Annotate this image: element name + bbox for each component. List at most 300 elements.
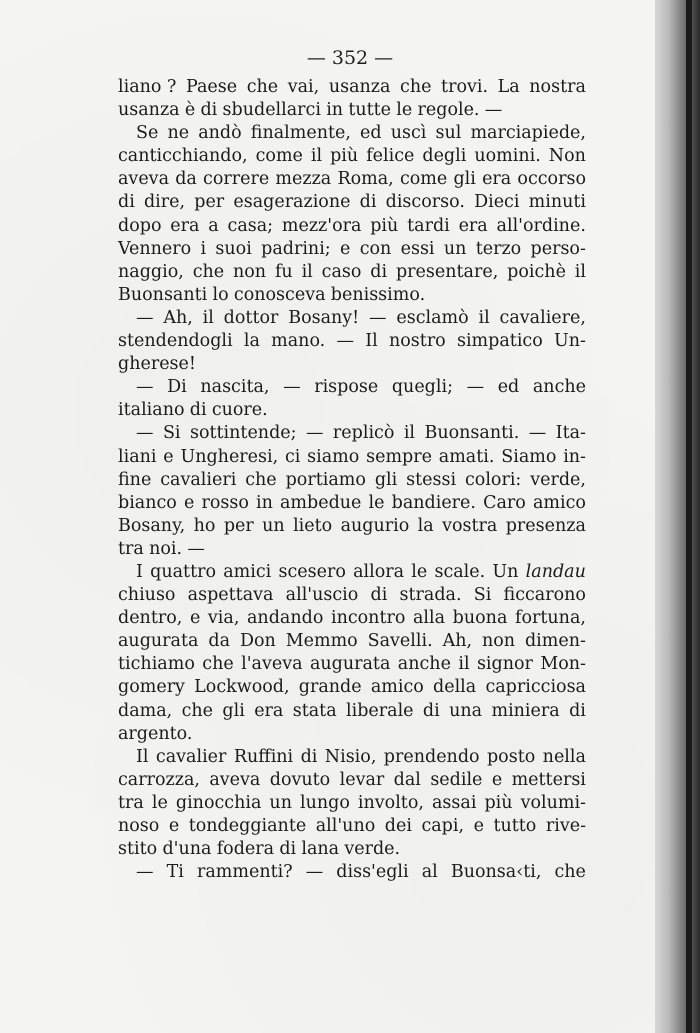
word: esagerazione [233, 192, 351, 213]
word: finalmente, [250, 123, 351, 144]
word: siamo [307, 446, 360, 467]
word: la [417, 515, 434, 536]
word: capi, [421, 816, 465, 836]
word: di [370, 585, 388, 606]
word: rosso [201, 492, 249, 513]
word: che [246, 77, 279, 97]
word: ginocchia [175, 792, 262, 813]
word: augurata [118, 631, 199, 652]
word: via, [207, 608, 240, 629]
word: dal [393, 769, 421, 790]
word: Siamo [501, 446, 557, 467]
word: Ah, [442, 631, 473, 652]
word: poichè [507, 261, 566, 282]
word: dentro, [118, 608, 183, 629]
word: che [245, 469, 277, 490]
word: assai [431, 792, 477, 813]
word: un [262, 515, 285, 536]
word: stessi [406, 469, 457, 490]
word: liano ? [118, 77, 177, 97]
word: fine [118, 469, 152, 490]
word: le [151, 792, 168, 813]
word: lungo [300, 792, 350, 813]
word: mano. [271, 331, 326, 352]
word: Si [473, 585, 492, 606]
text-line [118, 630, 586, 653]
word: tutto [493, 816, 537, 836]
word: Don [239, 631, 276, 652]
word: carrozza, [118, 769, 200, 790]
word: dimen- [524, 631, 586, 652]
text-line [118, 99, 586, 122]
word: in [326, 100, 344, 121]
word: benissimo. [330, 284, 426, 305]
word: più [484, 792, 513, 813]
word: anche [397, 654, 451, 675]
word: per [194, 192, 225, 213]
word: naggio, [118, 261, 184, 282]
word: le [368, 492, 385, 513]
word: diss'egli [336, 862, 409, 883]
word: e [473, 816, 484, 836]
word: rammenti? [196, 862, 293, 883]
text-line [118, 584, 586, 607]
text-line [118, 284, 586, 307]
word: canticchiando, [118, 146, 248, 167]
word: Nisio, [324, 746, 377, 767]
word: cavaliere, [499, 307, 586, 328]
word: miniera [491, 700, 560, 721]
word: presentare, [395, 261, 499, 282]
word: esclamò [396, 307, 469, 328]
word: rive- [545, 816, 586, 836]
word: caso [321, 261, 362, 282]
word: Un [492, 561, 519, 582]
word: che [192, 261, 225, 282]
word: cavalieri [160, 469, 237, 490]
word: il [301, 261, 313, 282]
word: di [200, 100, 218, 121]
word: era [170, 215, 200, 236]
word: non [481, 631, 516, 652]
word: lo [212, 284, 229, 305]
text-line [118, 191, 586, 214]
text-line [118, 746, 586, 769]
word: mezza [275, 169, 332, 190]
word: la [243, 331, 260, 352]
text-line [118, 399, 586, 422]
word: verde. [344, 839, 401, 860]
word: degli [422, 146, 467, 167]
text-line [118, 769, 586, 792]
word: — [528, 423, 547, 444]
word: amati. [438, 446, 495, 467]
word: fodera [216, 839, 275, 860]
word: dottor [223, 307, 279, 328]
text-line [118, 653, 586, 676]
word: e [340, 238, 351, 259]
word: terzo [475, 238, 522, 259]
word: amici [223, 561, 272, 582]
word: tutte [348, 100, 392, 121]
word: I [136, 561, 143, 582]
body-text [118, 76, 586, 884]
text-line [118, 838, 586, 861]
word: usanza [118, 100, 180, 121]
word: dovuto [269, 769, 331, 790]
text-line [118, 815, 586, 838]
word: aveva [209, 769, 261, 790]
word: stito [118, 839, 158, 860]
word: nostra [529, 77, 586, 97]
word: era [254, 700, 284, 721]
word: verde, [530, 469, 586, 490]
word: all'uno [315, 816, 376, 836]
word: usanza [328, 77, 391, 97]
word: — [283, 377, 301, 398]
word: dama, [118, 700, 173, 721]
word: sottintende; [189, 423, 297, 444]
word: Buonsanti. [424, 423, 520, 444]
word: — [336, 331, 354, 352]
word: il [478, 307, 490, 328]
word: scesero [278, 561, 346, 582]
word: volumi- [520, 792, 586, 813]
word: landau [525, 561, 586, 582]
text-line [118, 723, 586, 746]
word: casa; [227, 215, 274, 236]
word: Il [365, 331, 378, 352]
word: cuore. [211, 400, 268, 421]
word: sempre [366, 446, 432, 467]
word: Ita- [555, 423, 586, 444]
word: ed [360, 123, 382, 144]
word: augurio [340, 515, 410, 536]
word: tardi [407, 215, 450, 236]
word: che [202, 654, 234, 675]
word: argento. [118, 723, 193, 744]
word: uscì [390, 123, 427, 144]
word: colori: [465, 469, 522, 490]
word: simpatico [456, 331, 543, 352]
word: conosceva [233, 284, 326, 305]
word: capricciosa [485, 677, 586, 698]
word: Paese [185, 77, 238, 97]
word: bandiere. [391, 492, 476, 513]
word: è [184, 100, 196, 121]
word: uomini. [474, 146, 541, 167]
word: d'una [162, 839, 212, 860]
word: che [181, 700, 214, 721]
word: padrini; [261, 238, 331, 259]
word: un [269, 792, 292, 813]
word: Non [548, 146, 586, 167]
word: gherese! [118, 354, 196, 375]
word: buona [452, 608, 508, 629]
word: Bosany, [118, 515, 186, 536]
word: — [136, 862, 154, 883]
word: era [458, 215, 488, 236]
word: Roma, [337, 169, 394, 190]
word: al [421, 862, 438, 883]
word: quegli; [391, 377, 453, 398]
word: — [305, 423, 324, 444]
word: — [369, 307, 387, 328]
text-line [118, 168, 586, 191]
page-number: — 352 — [306, 47, 394, 69]
word: Mon- [540, 654, 586, 675]
text-line [118, 215, 586, 238]
word: aveva [118, 169, 169, 190]
word: più [370, 215, 399, 236]
text-line [118, 122, 586, 145]
text-line [118, 446, 586, 469]
text-line [118, 538, 586, 561]
word: incontro [330, 608, 406, 629]
word: e [168, 816, 180, 836]
word: chiuso [118, 585, 176, 606]
word: di [569, 700, 586, 721]
word: dire, [143, 192, 186, 213]
word: stata [292, 700, 337, 721]
word: Di [167, 377, 187, 398]
word: — [305, 862, 324, 883]
word: un [443, 238, 467, 259]
word: fu [274, 261, 293, 282]
word: lieto [293, 515, 333, 536]
word: Ti [166, 862, 184, 883]
word: di [189, 400, 207, 421]
text-line [118, 330, 586, 353]
word: e [163, 446, 174, 467]
word: gli [222, 700, 245, 721]
word: felice [366, 146, 415, 167]
word: scale. [434, 561, 486, 582]
word: gli [374, 469, 398, 490]
word: regole. [417, 100, 480, 121]
word: liani [118, 446, 157, 467]
word: tondeggiante [188, 816, 307, 836]
word: e [183, 492, 195, 513]
word: in [255, 492, 273, 513]
text-line [118, 607, 586, 630]
word: Se [136, 123, 159, 144]
word: rispose [314, 377, 379, 398]
word: Memmo [285, 631, 358, 652]
text-line [118, 792, 586, 815]
text-line [118, 492, 586, 515]
text-line [118, 700, 586, 723]
text-line [118, 261, 586, 284]
word: allora [353, 561, 405, 582]
word: quattro [150, 561, 217, 582]
text-line [118, 861, 586, 884]
word: da [208, 631, 231, 652]
word: il [458, 654, 470, 675]
word: — [136, 423, 154, 444]
word: minuti [528, 192, 586, 213]
word: italiano [118, 400, 185, 421]
word: sbudellarci [222, 100, 321, 121]
word: gli [453, 169, 476, 190]
word: signor [476, 654, 533, 675]
word: era [482, 169, 512, 190]
word: stendendogli [118, 331, 233, 352]
text-line [118, 422, 586, 445]
word: aspettava [187, 585, 274, 606]
word: lana [301, 839, 340, 860]
word: noso [118, 816, 160, 836]
word: portiamo [285, 469, 366, 490]
word: Caro [483, 492, 526, 513]
word: liberale [346, 700, 414, 721]
word: dei [384, 816, 412, 836]
word: Dieci [474, 192, 520, 213]
word: ambedue [279, 492, 362, 513]
text-line [118, 469, 586, 492]
word: con [359, 238, 392, 259]
text-line [118, 76, 586, 99]
word: tra [118, 538, 144, 559]
text-line [118, 145, 586, 168]
word: e [491, 769, 503, 790]
word: posto [486, 746, 536, 767]
word: essi [400, 238, 435, 259]
word: l'aveva [241, 654, 303, 675]
word: tichiamo [118, 654, 195, 675]
word: Ah, [163, 307, 193, 328]
word: Buonsa‹ti, [450, 862, 542, 883]
word: ed [497, 377, 520, 398]
word: — [136, 307, 154, 328]
word: il [574, 261, 586, 282]
text-line [118, 307, 586, 330]
word: della [433, 677, 477, 698]
word: il [202, 307, 214, 328]
word: le [411, 561, 428, 582]
word: per [223, 515, 254, 536]
word: in- [563, 446, 586, 467]
word: noi. [149, 538, 183, 559]
word: occorso [517, 169, 586, 190]
word: Il [136, 746, 149, 767]
word: ficcarono [503, 585, 586, 606]
word: gomery [118, 677, 185, 698]
word: nella [542, 746, 586, 767]
word: sedile [430, 769, 483, 790]
word: involto, [357, 792, 424, 813]
word: presenza [505, 515, 586, 536]
word: Si [162, 423, 181, 444]
word: di [118, 192, 135, 213]
word: La [497, 77, 520, 97]
word: una [449, 700, 483, 721]
word: amico [370, 677, 424, 698]
word: Lockwood, [194, 677, 290, 698]
word: suoi [215, 238, 252, 259]
word: vostra [442, 515, 498, 536]
word: anche [532, 377, 586, 398]
page-binding-edge [686, 0, 692, 1033]
word: di [422, 700, 440, 721]
word: — [136, 377, 154, 398]
word: il [403, 423, 416, 444]
word: levar [339, 769, 385, 790]
word: — [466, 377, 485, 398]
word: Vennero [118, 238, 192, 259]
word: i [200, 238, 207, 259]
word: andando [247, 608, 324, 629]
word: dopo [118, 215, 162, 236]
word: fortuna, [515, 608, 586, 629]
word: le [396, 100, 413, 121]
word: ci [284, 446, 301, 467]
word: Ungheresi, [180, 446, 279, 467]
word: replicò [332, 423, 395, 444]
word: — [187, 538, 205, 559]
word: a [208, 215, 219, 236]
word: all'ordine. [496, 215, 586, 236]
page-gutter-shadow [655, 0, 700, 1033]
word: nascita, [200, 377, 270, 398]
word: sul [435, 123, 462, 144]
word: ho [193, 515, 216, 536]
word: cavalier [155, 746, 227, 767]
word: vai, [287, 77, 320, 97]
word: prendendo [383, 746, 480, 767]
word: nostro [389, 331, 446, 352]
text-line [118, 676, 586, 699]
word: discorso. [385, 192, 465, 213]
word: non [233, 261, 267, 282]
word: alla [413, 608, 446, 629]
text-line [118, 238, 586, 261]
word: come [255, 146, 303, 167]
word: e [189, 608, 201, 629]
word: all'uscio [285, 585, 359, 606]
word: ne [167, 123, 190, 144]
word: di [359, 192, 377, 213]
word: — [484, 100, 503, 121]
word: trovi. [441, 77, 489, 97]
word: grande [298, 677, 362, 698]
word: Ruffini [233, 746, 294, 767]
word: che [554, 862, 586, 883]
word: tra [118, 792, 144, 813]
word: amico [532, 492, 586, 513]
word: di [279, 839, 297, 860]
word: marciapiede, [470, 123, 586, 144]
text-line [118, 353, 586, 376]
text-line [118, 515, 586, 538]
word: Bosany! [288, 307, 360, 328]
word: come [399, 169, 448, 190]
word: andò [198, 123, 242, 144]
word: più [330, 146, 359, 167]
word: di [370, 261, 388, 282]
word: di [300, 746, 318, 767]
text-line [118, 561, 586, 584]
text-line [118, 376, 586, 399]
word: mezz'ora [281, 215, 362, 236]
word: mettersi [511, 769, 586, 790]
word: augurata [309, 654, 391, 675]
word: che [400, 77, 432, 97]
word: perso- [530, 238, 586, 259]
word: strada. [399, 585, 462, 606]
word: il [310, 146, 323, 167]
word: da [175, 169, 197, 190]
